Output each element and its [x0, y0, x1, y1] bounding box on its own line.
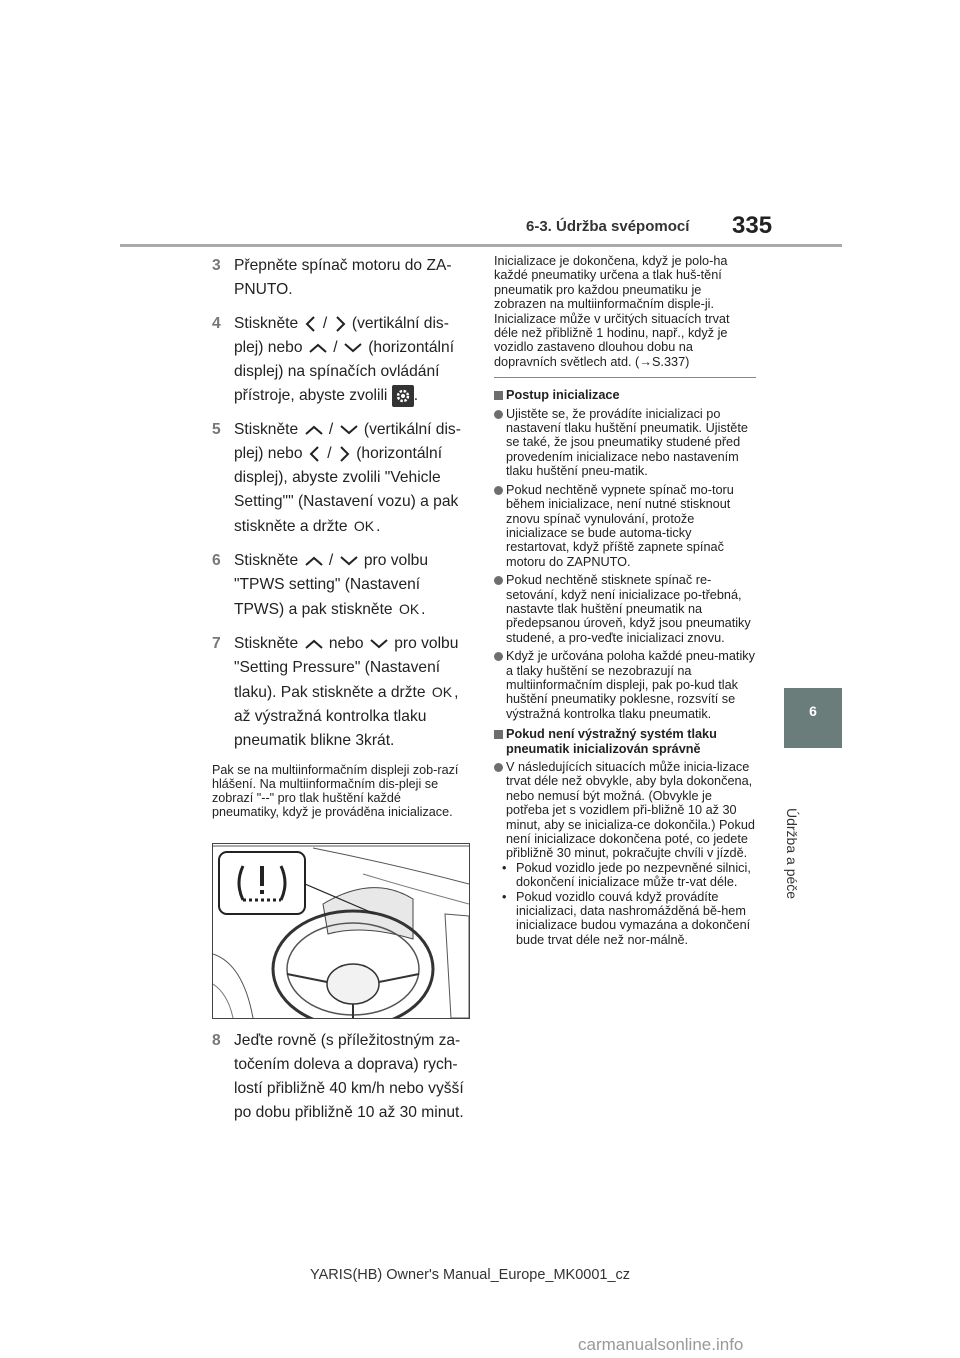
ok-icon: OK [431, 684, 453, 700]
watermark: carmanualsonline.info [578, 1335, 744, 1354]
step-text: / [328, 552, 334, 569]
chevron-left-icon [307, 444, 323, 464]
step-text: . [413, 387, 419, 404]
gear-icon [392, 385, 414, 407]
step-text: (horizontální displej), abyste zvolili "Vehicle Setting"" (Nastavení vozu) a pak stiskněte a držte [234, 445, 459, 535]
step-text: nebo [328, 635, 364, 652]
header-rule [120, 244, 842, 247]
page-reference-link[interactable]: →S.337) [639, 354, 690, 369]
step-text: Stiskněte [234, 635, 299, 652]
heading-not-initialized: Pokud není výstražný systém tlaku pneumatik inicializován správně [494, 727, 756, 756]
ok-icon: OK [353, 518, 375, 534]
intro-text: Inicializace je dokončena, když je polo-ha každé pneumatiky určena a tlak huš-tění pneumatik pro každou pneumatiku je zobrazen na multiinformačním disple-ji. Inicializace může v určitých situacích trvat déle než přibližně 1 hodinu, např., když je vozidlo zastaveno dlouhou dobu na dopravních světlech atd. ( [494, 254, 730, 369]
step-note: Pak se na multiinformačním displeji zob-razí hlášení. Na multiinformačním dis-pleji se zobrazí "--" pro tlak huštění každé pneumatiky, když je prováděna inicializace. [212, 763, 459, 819]
step-text: / [333, 339, 338, 356]
step-text: / [327, 445, 332, 462]
step-text: až výstražná kontrolka tlaku pneumatik blikne 3krát. [234, 708, 427, 749]
step-7 [212, 632, 470, 753]
chevron-up-icon [303, 423, 325, 437]
step-text: (vertikální dis-plej) nebo [234, 315, 449, 356]
step-number: 7 [212, 635, 221, 652]
step-number: 6 [212, 552, 221, 569]
step-text: pro volbu "Setting Pressure" (Nastavení tlaku). Pak stiskněte a držte [234, 635, 459, 701]
sub-bullet-item: • Pokud vozidlo couvá když provádíte inicializaci, data nashromážděná bě-hem inicializace budou vymazána a dokončení bude trvat déle než nor-málně. [494, 890, 756, 948]
dashboard-illustration [212, 843, 470, 1019]
chevron-down-icon [338, 423, 360, 437]
step-text: (vertikální dis-plej) nebo [234, 421, 461, 462]
step-text: / [328, 421, 334, 438]
step-3 [212, 254, 470, 302]
step-text: / [322, 315, 328, 332]
chevron-right-icon [332, 314, 348, 334]
footer-manual-title: YARIS(HB) Owner's Manual_Europe_MK0001_cz [310, 1267, 631, 1283]
chapter-tab: 6 [784, 688, 842, 748]
ok-icon: OK [398, 601, 420, 617]
chevron-down-icon [342, 341, 364, 355]
bullet-item: Ujistěte se, že provádíte inicializaci po nastavení tlaku huštění pneumatik. Ujistěte se také, že jsou pneumatiky studené před provedením inicializace nebo nastavením tlaku huštění pneu-matik. [494, 407, 756, 479]
chevron-right-icon [336, 444, 352, 464]
divider [494, 377, 756, 378]
step-8 [212, 1029, 470, 1125]
step-text: . [421, 601, 426, 618]
heading-initialization-procedure: Postup inicializace [494, 388, 756, 402]
step-text: Stiskněte [234, 552, 299, 569]
bullet-item: V následujících situacích může inicia-lizace trvat déle než obvykle, aby byla dokončena, nebo nemusí být možná. (Obvykle je potřeba jet s vozidlem při-bližně 10 až 30 minut, aby se inicializa-ce dokončila.) Pokud není inicializace dokončena poté, co jedete přibližně 30 minut, pokračujte chvíli v jízdě. [494, 760, 756, 861]
step-number: 4 [212, 315, 221, 332]
chevron-up-icon [303, 637, 325, 651]
step-number: 3 [212, 257, 221, 274]
chevron-up-icon [303, 554, 325, 568]
right-column [494, 254, 756, 947]
page-number: 335 [732, 212, 773, 239]
dashboard-drawing [213, 844, 469, 1018]
step-6 [212, 549, 470, 622]
step-number: 5 [212, 421, 221, 438]
step-text: (horizontální displej) na spínačích ovládání přístroje, abyste zvolili [234, 339, 455, 404]
step-text: , [454, 684, 459, 701]
chevron-up-icon [307, 341, 329, 355]
left-column [212, 254, 470, 1135]
step-text: . [376, 518, 381, 535]
chapter-title: Údržba a péče [784, 808, 800, 900]
sub-bullet-item: • Pokud vozidlo jede po nezpevněné silnici, dokončení inicializace může tr-vat déle. [494, 861, 756, 890]
step-4 [212, 312, 470, 408]
step-text: Jeďte rovně (s příležitostným za-točením doleva a doprava) rych-lostí přibližně 40 km/h nebo vyšší po dobu přibližně 10 až 30 minut. [234, 1032, 464, 1121]
step-text: Stiskněte [234, 421, 299, 438]
step-text: Stiskněte [234, 315, 299, 332]
step-5 [212, 418, 470, 539]
section-title: 6-3. Údržba svépomocí [526, 218, 690, 235]
step-text: Přepněte spínač motoru do ZA-PNUTO. [234, 257, 452, 298]
chevron-down-icon [368, 637, 390, 651]
step-text: pro volbu "TPWS setting" (Nastavení TPWS) a pak stiskněte [234, 552, 429, 618]
bullet-item: Pokud nechtěně vypnete spínač mo-toru během inicializace, není nutné stisknout znovu spínač vynulování, protože inicializace se bude automa-ticky restartovat, když příště zapnete spínač motoru do ZAPNUTO. [494, 483, 756, 569]
chapter-title-vertical [770, 808, 830, 928]
bullet-item: Když je určována poloha každé pneu-matiky a tlaky huštění se nezobrazují na multiinformačním displeji, pak po-kud tlak huštění pneumatiky poklesne, rozsvítí se výstražná kontrolka tlaku pneumatik. [494, 649, 756, 721]
intro-paragraph [494, 254, 756, 369]
step-number: 8 [212, 1032, 221, 1049]
chevron-left-icon [303, 314, 319, 334]
bullet-item: Pokud nechtěně stisknete spínač re-setování, když není inicializace po-třebná, nastavte tlak huštění pneumatik na předepsanou úroveň, když jsou pneumatiky studené, a pro-veďte inicializaci znovu. [494, 573, 756, 645]
chevron-down-icon [338, 554, 360, 568]
